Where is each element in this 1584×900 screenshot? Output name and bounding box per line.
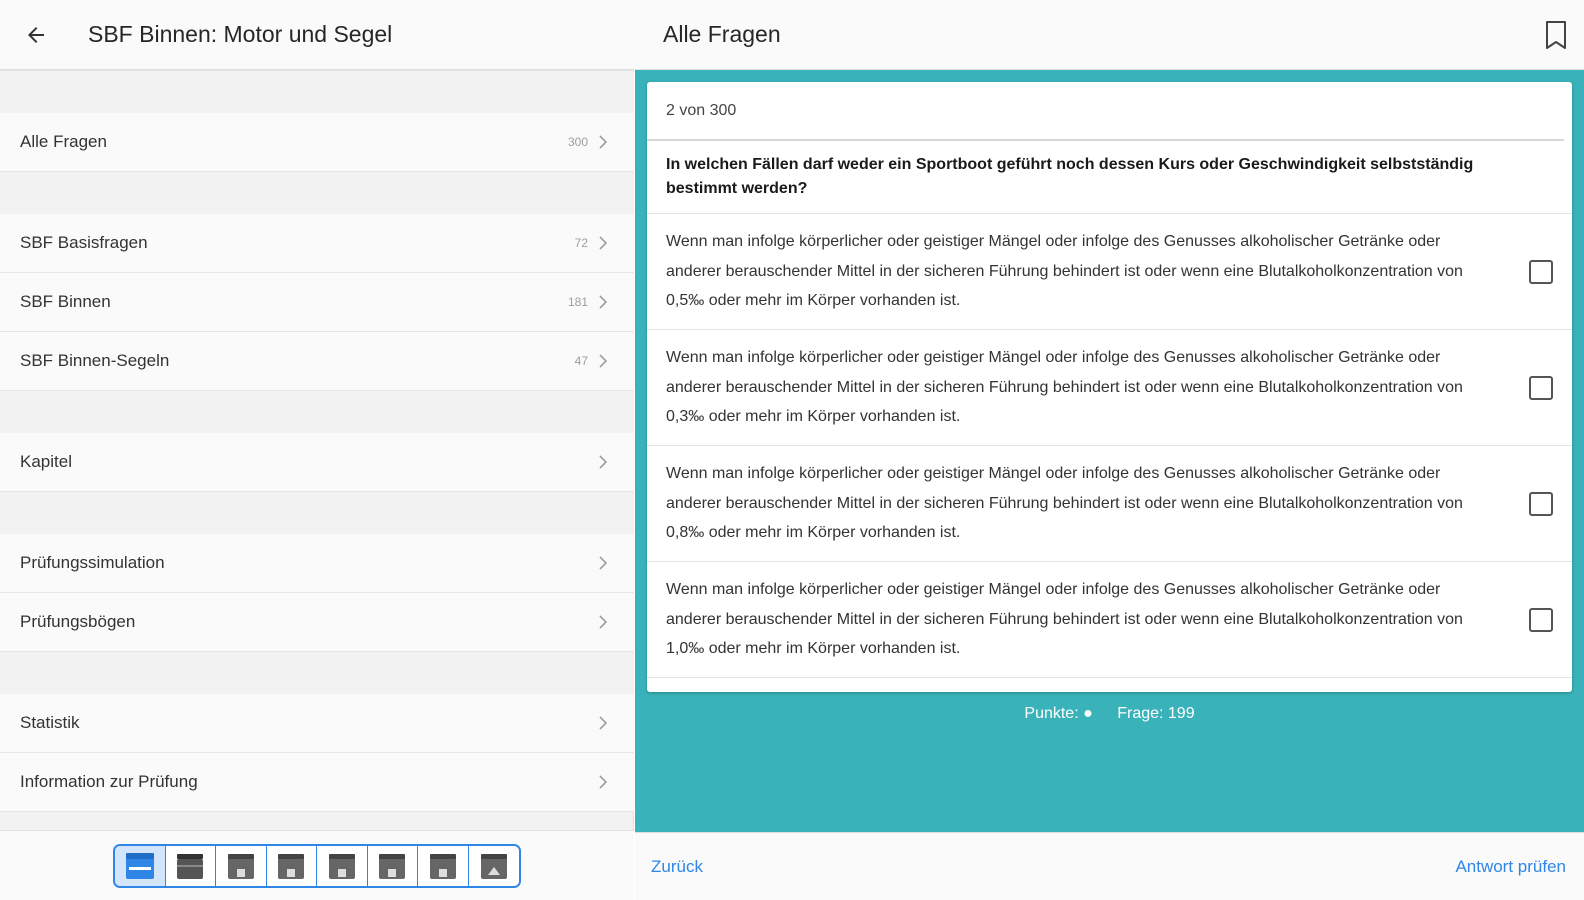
answer-option[interactable] [647,214,1572,330]
right-app-bar [635,0,1584,70]
menu-item-count: 300 [567,135,588,149]
chevron-right-icon [596,554,610,572]
answer-option[interactable] [647,446,1572,562]
back-button[interactable]: Zurück [651,856,703,876]
menu-item-label: Statistik [20,713,80,732]
box-all-icon [124,851,156,881]
course-title: SBF Binnen: Motor und Segel [88,21,393,47]
question-progress: 2 von 300 [647,82,1564,141]
menu-item-pruefungssimulation[interactable] [0,534,634,593]
answer-text: Wenn man infolge körperlicher oder geistiger Mängel oder infolge des Genusses alkoholischer Getränke oder anderer berauschender Mittel in der sicheren Führung behindert ist oder wenn eine Blutalkoholkonzentration von 0,5‰ oder mehr im Körper vorhanden ist. [666,233,1463,310]
box-flagged-icon [478,851,510,881]
category-menu [0,71,634,812]
menu-item-information[interactable] [0,753,634,812]
chevron-right-icon [596,234,610,252]
category-pane [0,0,634,900]
box-1-icon [225,851,257,881]
box-stack-icon [174,851,206,881]
left-app-bar [0,0,634,70]
chevron-right-icon [596,714,610,732]
menu-spacer [0,492,634,534]
chevron-right-icon [596,453,610,471]
chevron-right-icon [596,773,610,791]
question-stats [635,705,1584,723]
box-2-icon [275,851,307,881]
menu-item-count: 181 [567,295,588,309]
answer-option[interactable] [647,562,1572,678]
menu-item-pruefungsboegen[interactable] [0,593,634,652]
menu-item-label: SBF Binnen [20,292,111,311]
answer-checkbox[interactable] [1529,492,1553,516]
filter-box-5-button[interactable] [418,846,469,886]
chevron-right-icon [596,133,610,151]
points-label: Punkte: ● [1024,705,1093,722]
menu-item-count: 47 [574,354,588,368]
question-text: In welchen Fällen darf weder ein Sportboot geführt noch dessen Kurs oder Geschwindigkeit selbstständig bestimmt werden? [647,141,1572,214]
back-arrow-icon[interactable] [16,15,56,55]
chevron-right-icon [596,352,610,370]
menu-item-label: Alle Fragen [20,132,107,151]
menu-item-sbf-binnen-segeln[interactable] [0,332,634,391]
filter-flagged-button[interactable] [469,846,520,886]
question-list-title: Alle Fragen [663,21,781,47]
menu-spacer [0,172,634,214]
filter-box-3-button[interactable] [317,846,368,886]
menu-item-label: SBF Basisfragen [20,233,148,252]
question-pane [635,0,1584,900]
chevron-right-icon [596,613,610,631]
filter-stack-button[interactable] [166,846,217,886]
menu-item-label: Information zur Prüfung [20,772,198,791]
filter-box-1-button[interactable] [216,846,267,886]
menu-item-label: Prüfungssimulation [20,553,165,572]
answer-text: Wenn man infolge körperlicher oder geistiger Mängel oder infolge des Genusses alkoholischer Getränke oder anderer berauschender Mittel in der sicheren Führung behindert ist oder wenn eine Blutalkoholkonzentration von 1,0‰ oder mehr im Körper vorhanden ist. [666,581,1463,658]
filter-box-2-button[interactable] [267,846,318,886]
box-4-icon [376,851,408,881]
chevron-right-icon [596,293,610,311]
menu-item-sbf-binnen[interactable] [0,273,634,332]
box-5-icon [427,851,459,881]
menu-spacer [0,391,634,433]
menu-item-label: Prüfungsbögen [20,612,136,631]
answer-text: Wenn man infolge körperlicher oder geistiger Mängel oder infolge des Genusses alkoholischer Getränke oder anderer berauschender Mittel in der sicheren Führung behindert ist oder wenn eine Blutalkoholkonzentration von 0,3‰ oder mehr im Körper vorhanden ist. [666,349,1463,426]
answer-checkbox[interactable] [1529,260,1553,284]
filter-box-4-button[interactable] [368,846,419,886]
question-card [647,82,1572,692]
menu-item-label: Kapitel [20,452,72,471]
menu-item-statistik[interactable] [0,694,634,753]
box-3-icon [326,851,358,881]
question-nav-bar [635,832,1584,900]
menu-spacer [0,71,634,113]
menu-item-label: SBF Binnen-Segeln [20,351,170,370]
question-id-label: Frage: 199 [1117,705,1195,722]
menu-spacer [0,652,634,694]
bookmark-icon[interactable] [1536,15,1576,55]
answer-checkbox[interactable] [1529,376,1553,400]
menu-item-sbf-basisfragen[interactable] [0,214,634,273]
filter-all-boxes-button[interactable] [115,846,166,886]
answer-checkbox[interactable] [1529,608,1553,632]
answer-text: Wenn man infolge körperlicher oder geistiger Mängel oder infolge des Genusses alkoholischer Getränke oder anderer berauschender Mittel in der sicheren Führung behindert ist oder wenn eine Blutalkoholkonzentration von 0,8‰ oder mehr im Körper vorhanden ist. [666,465,1463,542]
filter-toolbar [0,830,634,900]
menu-item-kapitel[interactable] [0,433,634,492]
question-area [635,70,1584,832]
answer-option[interactable] [647,330,1572,446]
box-filter-segmented-control [113,844,521,888]
menu-item-alle-fragen[interactable] [0,113,634,172]
menu-item-count: 72 [574,236,588,250]
check-answer-button[interactable]: Antwort prüfen [1455,856,1566,876]
